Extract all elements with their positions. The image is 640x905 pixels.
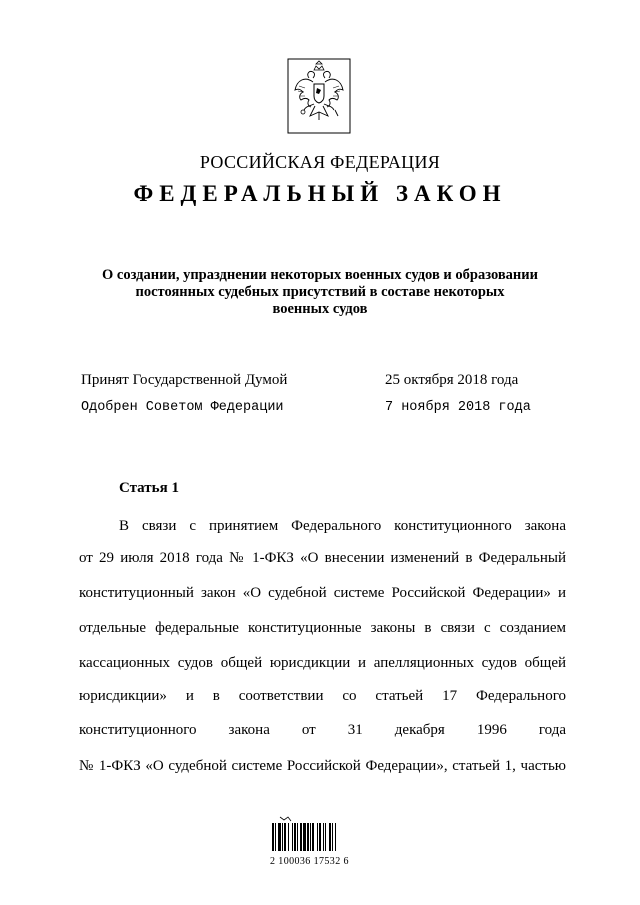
article-text-line: В связи с принятием Федерального конституционного закона (119, 518, 566, 534)
article-text-line: от 29 июля 2018 года № 1-ФКЗ «О внесении изменений в Федеральный (79, 550, 566, 566)
law-subject-title (60, 267, 580, 318)
article-text-line: юрисдикции» и в соответствии со статьей 17 Федерального (79, 688, 566, 704)
document-type-title: ФЕДЕРАЛЬНЫЙ ЗАКОН (133, 181, 507, 206)
state-emblem-icon (287, 58, 351, 134)
subject-line: О создании, упразднении некоторых военных судов и образовании (102, 267, 538, 283)
subject-line: военных судов (272, 301, 368, 317)
barcode-image (266, 815, 376, 853)
subject-line: постоянных судебных присутствий в составе некоторых (135, 284, 505, 300)
article-text-line: кассационных судов общей юрисдикции и апелляционных судов общей (79, 655, 566, 671)
article-text-line: конституционного закона от 31 декабря 1996 года (79, 722, 566, 738)
article-text-line: конституционный закон «О судебной системе Российской Федерации» и (79, 585, 566, 601)
duma-adoption-label: Принят Государственной Думой (81, 372, 288, 388)
duma-adoption-date: 25 октября 2018 года (385, 372, 519, 388)
country-title: РОССИЙСКАЯ ФЕДЕРАЦИЯ (199, 152, 441, 172)
council-approval-label: Одобрен Советом Федерации (81, 400, 284, 415)
council-approval-date: 7 ноября 2018 года (385, 400, 531, 415)
barcode-number: 2 100036 17532 6 (270, 856, 349, 867)
article-text-line: отдельные федеральные конституционные законы в связи с созданием (79, 620, 566, 636)
article-text-line: № 1-ФКЗ «О судебной системе Российской Федерации», статьей 1, частью (79, 758, 566, 774)
article-heading: Статья 1 (119, 480, 179, 496)
